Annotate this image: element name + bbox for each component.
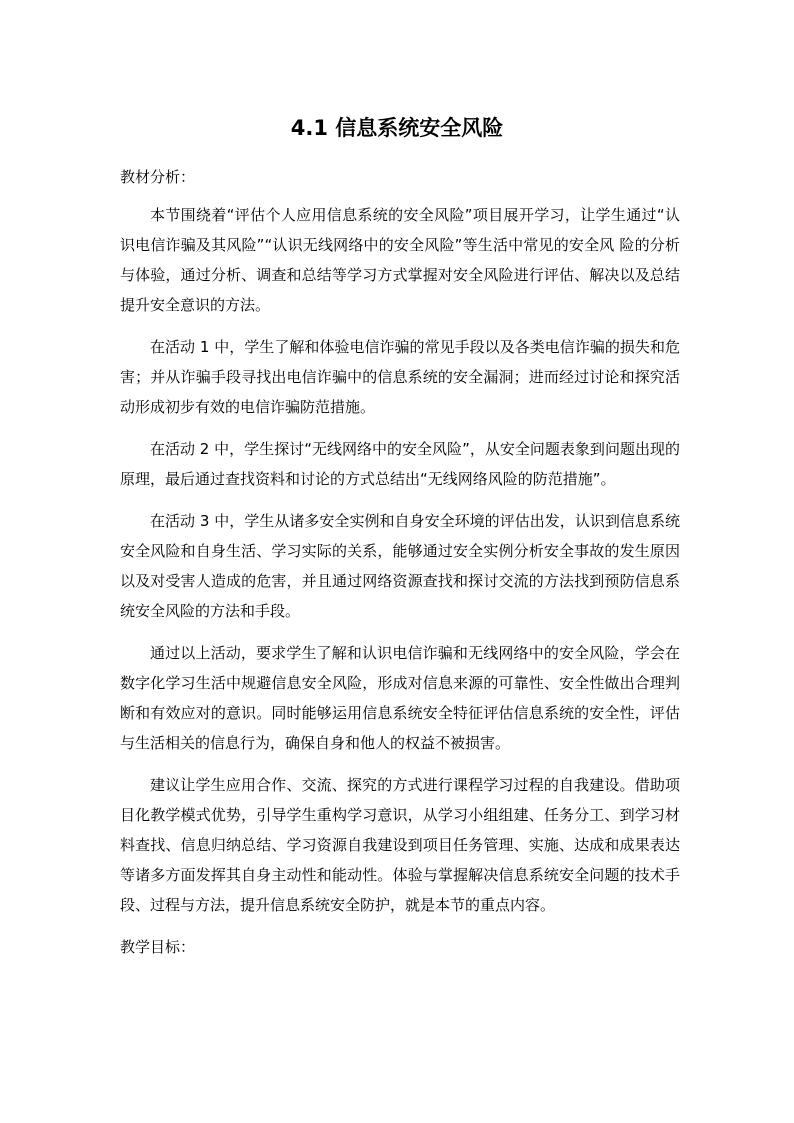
section-heading-teaching-objectives: 教学目标： [120,938,196,956]
paragraph-activity-1: 在活动 1 中，学生了解和体验电信诈骗的常见手段以及各类电信诈骗的损失和危害；并从诈骗手段寻找出电信诈骗中的信息系统的安全漏洞；进而经过讨论和探究活动形成初步有效的电信诈骗防范措施。 [120,338,680,416]
document-body [120,162,680,962]
paragraph-project-overview: 本节围绕着“评估个人应用信息系统的安全风险”项目展开学习，让学生通过“认识电信诈骗及其风险”“认识无线网络中的安全风险”等生活中常见的安全风 险的分析与体验，通过分析、调查和总结等学习方式掌握对安全风险进行评估、解决以及总结提升安全意识的方法。 [120,206,680,314]
paragraph-teaching-suggestion: 建议让学生应用合作、交流、探究的方式进行课程学习过程的自我建设。借助项目化教学模式优势，引导学生重构学习意识，从学习小组组建、任务分工、到学习材料查找、信息归纳总结、学习资源自我建设到项目任务管理、实施、达成和成果表达等诸多方面发挥其自身主动性和能动性。体验与掌握解决信息系统安全问题的技术手段、过程与方法，提升信息系统安全防护，就是本节的重点内容。 [120,776,680,914]
section-heading-textbook-analysis: 教材分析： [120,168,196,186]
paragraph-activity-3: 在活动 3 中，学生从诸多安全实例和自身安全环境的评估出发，认识到信息系统安全风险和自身生活、学习实际的关系，能够通过安全实例分析安全事故的发生原因以及对受害人造成的危害，并且通过网络资源查找和探讨交流的方法找到预防信息系统安全风险的方法和手段。 [120,512,680,620]
paragraph-activity-summary: 通过以上活动，要求学生了解和认识电信诈骗和无线网络中的安全风险，学会在数字化学习生活中规避信息安全风险，形成对信息来源的可靠性、安全性做出合理判断和有效应对的意识。同时能够运用信息系统安全特征评估信息系统的安全性，评估与生活相关的信息行为，确保自身和他人的权益不被损害。 [120,644,680,752]
page-title: 4.1 信息系统安全风险 [290,116,504,140]
paragraph-activity-2: 在活动 2 中，学生探讨“无线网络中的安全风险”，从安全问题表象到问题出现的原理，最后通过查找资料和讨论的方式总结出“无线网络风险的防范措施”。 [120,440,680,488]
